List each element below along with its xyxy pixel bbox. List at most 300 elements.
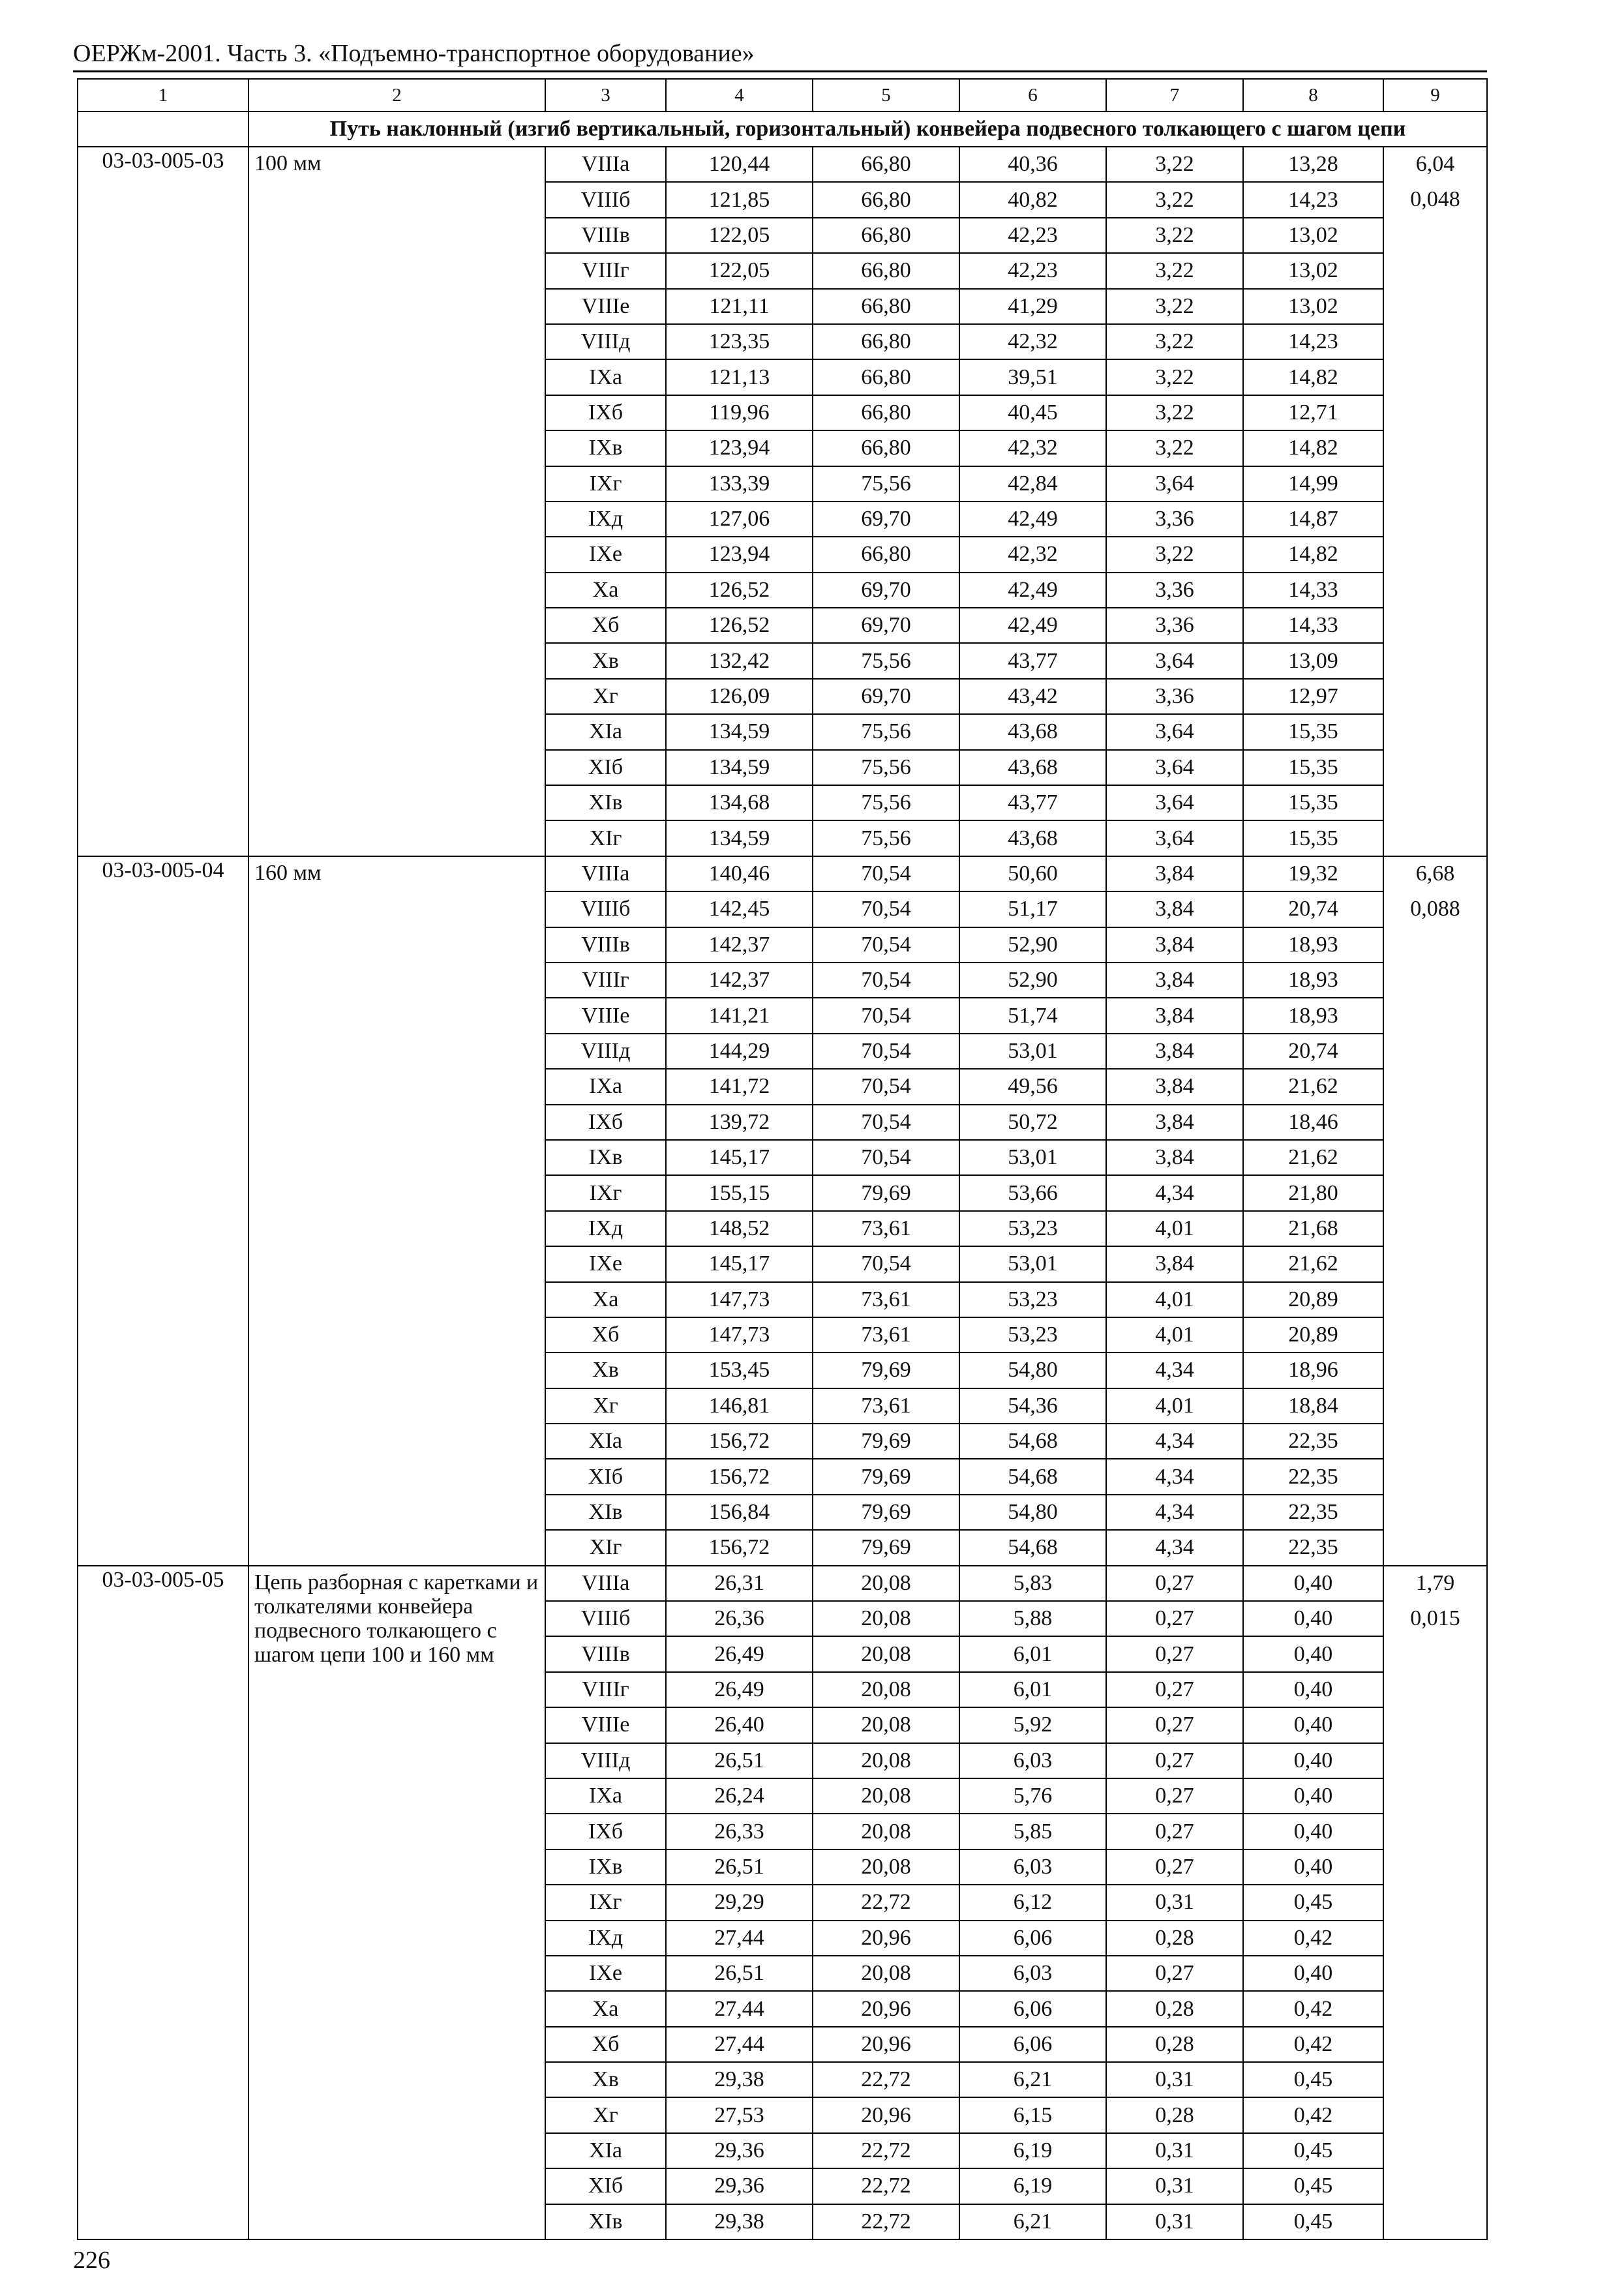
value-cell: 0,31 [1106, 2204, 1243, 2239]
value-cell: 0,45 [1243, 2062, 1383, 2097]
value-cell: 70,54 [813, 1246, 959, 1281]
value-cell: 6,06 [959, 2027, 1106, 2062]
value-cell: 142,37 [666, 927, 813, 963]
value-cell: 121,13 [666, 359, 813, 395]
zone-cell: IXа [545, 1778, 666, 1814]
value-cell: 53,23 [959, 1211, 1106, 1246]
value-cell: 73,61 [813, 1282, 959, 1317]
value-cell: 155,15 [666, 1175, 813, 1210]
value-cell: 3,36 [1106, 501, 1243, 537]
value-cell: 54,36 [959, 1388, 1106, 1424]
value-cell: 53,01 [959, 1140, 1106, 1175]
value-cell: 66,80 [813, 253, 959, 288]
value-cell: 0,31 [1106, 1885, 1243, 1920]
value-cell: 29,29 [666, 1885, 813, 1920]
value-cell: 3,84 [1106, 1105, 1243, 1140]
rate-code: 03-03-005-03 [78, 147, 248, 856]
value-cell: 6,19 [959, 2168, 1106, 2204]
value-cell: 70,54 [813, 1069, 959, 1104]
value-cell: 42,49 [959, 573, 1106, 608]
value-cell: 3,36 [1106, 573, 1243, 608]
value-cell: 20,08 [813, 1814, 959, 1849]
value-cell: 14,82 [1243, 359, 1383, 395]
value-cell: 43,68 [959, 750, 1106, 785]
value-cell: 0,40 [1243, 1743, 1383, 1778]
zone-cell: VIIIб [545, 1601, 666, 1636]
zone-cell: VIIIв [545, 927, 666, 963]
value-cell: 13,02 [1243, 218, 1383, 253]
header-divider [73, 70, 1487, 72]
value-cell: 75,56 [813, 643, 959, 678]
zone-cell: Xв [545, 2062, 666, 2097]
column9-value: 0,048 [1410, 187, 1460, 211]
value-cell: 141,21 [666, 998, 813, 1033]
rate-code: 03-03-005-05 [78, 1566, 248, 2239]
zone-cell: XIа [545, 2133, 666, 2168]
value-cell: 43,77 [959, 785, 1106, 820]
value-cell: 5,76 [959, 1778, 1106, 1814]
value-cell: 22,35 [1243, 1424, 1383, 1459]
value-cell: 15,35 [1243, 750, 1383, 785]
value-cell: 153,45 [666, 1353, 813, 1388]
zone-cell: XIб [545, 750, 666, 785]
value-cell: 0,42 [1243, 2097, 1383, 2132]
value-cell: 66,80 [813, 218, 959, 253]
value-cell: 66,80 [813, 430, 959, 466]
value-cell: 21,80 [1243, 1175, 1383, 1210]
value-cell: 0,40 [1243, 1566, 1383, 1601]
column-number: 1 [78, 79, 248, 112]
value-cell: 18,93 [1243, 998, 1383, 1033]
value-cell: 21,62 [1243, 1246, 1383, 1281]
value-cell: 0,31 [1106, 2168, 1243, 2204]
value-cell: 15,35 [1243, 820, 1383, 856]
zone-cell: IXг [545, 466, 666, 501]
zone-cell: XIб [545, 1459, 666, 1494]
value-cell: 79,69 [813, 1424, 959, 1459]
value-cell: 5,92 [959, 1707, 1106, 1743]
zone-cell: VIIIе [545, 289, 666, 324]
value-cell: 22,72 [813, 2168, 959, 2204]
value-cell: 4,34 [1106, 1353, 1243, 1388]
value-cell: 14,33 [1243, 573, 1383, 608]
value-cell: 3,84 [1106, 963, 1243, 998]
value-cell: 0,27 [1106, 1956, 1243, 1991]
value-cell: 6,03 [959, 1743, 1106, 1778]
value-cell: 0,28 [1106, 1991, 1243, 2026]
value-cell: 3,22 [1106, 253, 1243, 288]
zone-cell: Xа [545, 1282, 666, 1317]
value-cell: 29,36 [666, 2168, 813, 2204]
value-cell: 75,56 [813, 785, 959, 820]
zone-cell: Xб [545, 1317, 666, 1353]
value-cell: 3,64 [1106, 714, 1243, 749]
zone-cell: IXа [545, 1069, 666, 1104]
value-cell: 3,64 [1106, 820, 1243, 856]
table-row [78, 1566, 1487, 1601]
zone-cell: IXг [545, 1885, 666, 1920]
value-cell: 54,68 [959, 1424, 1106, 1459]
value-cell: 13,28 [1243, 147, 1383, 182]
zone-cell: VIIIб [545, 891, 666, 927]
value-cell: 3,36 [1106, 679, 1243, 714]
column9-values [1383, 856, 1487, 1566]
value-cell: 134,59 [666, 714, 813, 749]
zone-cell: IXв [545, 430, 666, 466]
value-cell: 0,40 [1243, 1956, 1383, 1991]
value-cell: 140,46 [666, 856, 813, 891]
zone-cell: VIIIа [545, 147, 666, 182]
value-cell: 156,84 [666, 1495, 813, 1530]
value-cell: 39,51 [959, 359, 1106, 395]
zone-cell: VIIIг [545, 253, 666, 288]
value-cell: 79,69 [813, 1530, 959, 1565]
value-cell: 50,60 [959, 856, 1106, 891]
column9-values [1383, 1566, 1487, 2239]
value-cell: 147,73 [666, 1282, 813, 1317]
value-cell: 156,72 [666, 1459, 813, 1494]
value-cell: 0,40 [1243, 1778, 1383, 1814]
value-cell: 3,22 [1106, 218, 1243, 253]
value-cell: 18,93 [1243, 963, 1383, 998]
value-cell: 0,27 [1106, 1636, 1243, 1671]
value-cell: 20,08 [813, 1778, 959, 1814]
value-cell: 0,31 [1106, 2133, 1243, 2168]
value-cell: 3,36 [1106, 608, 1243, 643]
value-cell: 142,45 [666, 891, 813, 927]
value-cell: 0,28 [1106, 2027, 1243, 2062]
value-cell: 26,51 [666, 1743, 813, 1778]
value-cell: 27,53 [666, 2097, 813, 2132]
value-cell: 133,39 [666, 466, 813, 501]
value-cell: 132,42 [666, 643, 813, 678]
value-cell: 42,32 [959, 537, 1106, 572]
value-cell: 66,80 [813, 182, 959, 217]
value-cell: 52,90 [959, 963, 1106, 998]
value-cell: 53,01 [959, 1034, 1106, 1069]
value-cell: 40,36 [959, 147, 1106, 182]
column9-value: 6,68 [1415, 861, 1455, 886]
value-cell: 3,64 [1106, 466, 1243, 501]
rate-name: 100 мм [248, 147, 545, 856]
value-cell: 15,35 [1243, 785, 1383, 820]
value-cell: 66,80 [813, 324, 959, 359]
column-number-row [78, 79, 1487, 112]
value-cell: 19,32 [1243, 856, 1383, 891]
zone-cell: Xб [545, 608, 666, 643]
value-cell: 20,08 [813, 1849, 959, 1885]
value-cell: 5,85 [959, 1814, 1106, 1849]
value-cell: 20,96 [813, 2027, 959, 2062]
value-cell: 53,23 [959, 1282, 1106, 1317]
zone-cell: VIIIд [545, 1034, 666, 1069]
zone-cell: VIIIг [545, 963, 666, 998]
column-number: 6 [959, 79, 1106, 112]
value-cell: 54,80 [959, 1353, 1106, 1388]
zone-cell: VIIIв [545, 218, 666, 253]
value-cell: 20,96 [813, 1991, 959, 2026]
value-cell: 26,40 [666, 1707, 813, 1743]
value-cell: 52,90 [959, 927, 1106, 963]
value-cell: 3,64 [1106, 785, 1243, 820]
value-cell: 6,21 [959, 2062, 1106, 2097]
value-cell: 66,80 [813, 147, 959, 182]
value-cell: 20,74 [1243, 891, 1383, 927]
value-cell: 40,82 [959, 182, 1106, 217]
value-cell: 41,29 [959, 289, 1106, 324]
value-cell: 79,69 [813, 1459, 959, 1494]
value-cell: 27,44 [666, 1921, 813, 1956]
value-cell: 3,22 [1106, 182, 1243, 217]
column-number: 9 [1383, 79, 1487, 112]
value-cell: 5,88 [959, 1601, 1106, 1636]
zone-cell: Xг [545, 2097, 666, 2132]
value-cell: 14,82 [1243, 537, 1383, 572]
zone-cell: IXд [545, 1921, 666, 1956]
value-cell: 43,77 [959, 643, 1106, 678]
value-cell: 3,64 [1106, 750, 1243, 785]
value-cell: 3,84 [1106, 998, 1243, 1033]
value-cell: 14,23 [1243, 324, 1383, 359]
value-cell: 156,72 [666, 1424, 813, 1459]
value-cell: 69,70 [813, 501, 959, 537]
zone-cell: Xг [545, 1388, 666, 1424]
value-cell: 20,96 [813, 2097, 959, 2132]
value-cell: 3,22 [1106, 324, 1243, 359]
value-cell: 3,84 [1106, 1140, 1243, 1175]
value-cell: 79,69 [813, 1175, 959, 1210]
value-cell: 29,38 [666, 2204, 813, 2239]
value-cell: 0,40 [1243, 1672, 1383, 1707]
column9-value: 0,015 [1410, 1606, 1460, 1630]
value-cell: 4,34 [1106, 1424, 1243, 1459]
value-cell: 69,70 [813, 573, 959, 608]
value-cell: 13,02 [1243, 289, 1383, 324]
value-cell: 40,45 [959, 395, 1106, 430]
value-cell: 127,06 [666, 501, 813, 537]
column-number: 5 [813, 79, 959, 112]
value-cell: 75,56 [813, 750, 959, 785]
value-cell: 66,80 [813, 359, 959, 395]
value-cell: 18,46 [1243, 1105, 1383, 1140]
value-cell: 43,68 [959, 820, 1106, 856]
value-cell: 12,71 [1243, 395, 1383, 430]
value-cell: 75,56 [813, 714, 959, 749]
zone-cell: XIа [545, 1424, 666, 1459]
column-number: 3 [545, 79, 666, 112]
value-cell: 6,01 [959, 1636, 1106, 1671]
value-cell: 20,08 [813, 1636, 959, 1671]
value-cell: 3,84 [1106, 1069, 1243, 1104]
value-cell: 20,08 [813, 1956, 959, 1991]
value-cell: 126,09 [666, 679, 813, 714]
value-cell: 0,27 [1106, 1601, 1243, 1636]
value-cell: 69,70 [813, 608, 959, 643]
value-cell: 20,08 [813, 1601, 959, 1636]
value-cell: 12,97 [1243, 679, 1383, 714]
column9-value: 1,79 [1415, 1570, 1455, 1595]
zone-cell: VIIIе [545, 1707, 666, 1743]
value-cell: 70,54 [813, 998, 959, 1033]
value-cell: 0,27 [1106, 1672, 1243, 1707]
value-cell: 0,45 [1243, 2133, 1383, 2168]
value-cell: 3,84 [1106, 1246, 1243, 1281]
value-cell: 0,42 [1243, 1991, 1383, 2026]
value-cell: 121,11 [666, 289, 813, 324]
column-number: 4 [666, 79, 813, 112]
value-cell: 3,22 [1106, 359, 1243, 395]
zone-cell: IXе [545, 537, 666, 572]
zone-cell: IXб [545, 395, 666, 430]
value-cell: 6,19 [959, 2133, 1106, 2168]
value-cell: 70,54 [813, 1140, 959, 1175]
value-cell: 20,96 [813, 1921, 959, 1956]
value-cell: 120,44 [666, 147, 813, 182]
zone-cell: XIб [545, 2168, 666, 2204]
zone-cell: VIIIе [545, 998, 666, 1033]
rate-name: Цепь разборная с каретками и толкателями конвейера подвесного толкающего с шагом цепи 100 и 160 мм [248, 1566, 545, 2239]
value-cell: 70,54 [813, 891, 959, 927]
value-cell: 6,03 [959, 1849, 1106, 1885]
value-cell: 73,61 [813, 1211, 959, 1246]
section-title-row [78, 112, 1487, 147]
value-cell: 27,44 [666, 2027, 813, 2062]
value-cell: 3,22 [1106, 537, 1243, 572]
value-cell: 14,33 [1243, 608, 1383, 643]
value-cell: 26,24 [666, 1778, 813, 1814]
value-cell: 3,84 [1106, 856, 1243, 891]
value-cell: 13,09 [1243, 643, 1383, 678]
value-cell: 53,66 [959, 1175, 1106, 1210]
value-cell: 145,17 [666, 1140, 813, 1175]
value-cell: 0,40 [1243, 1814, 1383, 1849]
value-cell: 22,72 [813, 2133, 959, 2168]
value-cell: 5,83 [959, 1566, 1106, 1601]
column9-value: 0,088 [1410, 896, 1460, 921]
value-cell: 0,27 [1106, 1814, 1243, 1849]
value-cell: 70,54 [813, 963, 959, 998]
zone-cell: VIIIа [545, 856, 666, 891]
value-cell: 20,89 [1243, 1282, 1383, 1317]
value-cell: 26,31 [666, 1566, 813, 1601]
value-cell: 70,54 [813, 927, 959, 963]
value-cell: 22,35 [1243, 1495, 1383, 1530]
value-cell: 0,45 [1243, 2168, 1383, 2204]
value-cell: 0,31 [1106, 2062, 1243, 2097]
value-cell: 6,06 [959, 1991, 1106, 2026]
zone-cell: IXб [545, 1105, 666, 1140]
value-cell: 6,21 [959, 2204, 1106, 2239]
zone-cell: IXа [545, 359, 666, 395]
value-cell: 21,62 [1243, 1140, 1383, 1175]
value-cell: 13,02 [1243, 253, 1383, 288]
value-cell: 42,49 [959, 501, 1106, 537]
table-row [78, 856, 1487, 891]
value-cell: 69,70 [813, 679, 959, 714]
value-cell: 0,27 [1106, 1778, 1243, 1814]
value-cell: 42,23 [959, 253, 1106, 288]
value-cell: 139,72 [666, 1105, 813, 1140]
value-cell: 4,34 [1106, 1495, 1243, 1530]
zone-cell: XIа [545, 714, 666, 749]
zone-cell: IXд [545, 501, 666, 537]
value-cell: 73,61 [813, 1388, 959, 1424]
value-cell: 66,80 [813, 537, 959, 572]
value-cell: 43,42 [959, 679, 1106, 714]
section-title-spacer [78, 112, 248, 147]
value-cell: 142,37 [666, 963, 813, 998]
zone-cell: VIIIд [545, 324, 666, 359]
value-cell: 122,05 [666, 253, 813, 288]
value-cell: 51,74 [959, 998, 1106, 1033]
rate-code: 03-03-005-04 [78, 856, 248, 1566]
value-cell: 3,22 [1106, 430, 1243, 466]
value-cell: 119,96 [666, 395, 813, 430]
zone-cell: VIIIв [545, 1636, 666, 1671]
zone-cell: IXг [545, 1175, 666, 1210]
value-cell: 79,69 [813, 1495, 959, 1530]
value-cell: 126,52 [666, 573, 813, 608]
value-cell: 51,17 [959, 891, 1106, 927]
value-cell: 26,36 [666, 1601, 813, 1636]
value-cell: 3,22 [1106, 289, 1243, 324]
value-cell: 70,54 [813, 1105, 959, 1140]
value-cell: 145,17 [666, 1246, 813, 1281]
value-cell: 26,49 [666, 1672, 813, 1707]
value-cell: 0,27 [1106, 1849, 1243, 1885]
value-cell: 0,45 [1243, 2204, 1383, 2239]
value-cell: 42,84 [959, 466, 1106, 501]
value-cell: 3,84 [1106, 891, 1243, 927]
zone-cell: Xв [545, 1353, 666, 1388]
value-cell: 66,80 [813, 289, 959, 324]
value-cell: 134,59 [666, 750, 813, 785]
value-cell: 134,59 [666, 820, 813, 856]
zone-cell: XIв [545, 2204, 666, 2239]
rate-name: 160 мм [248, 856, 545, 1566]
value-cell: 0,28 [1106, 2097, 1243, 2132]
value-cell: 146,81 [666, 1388, 813, 1424]
zone-cell: IXб [545, 1814, 666, 1849]
value-cell: 3,22 [1106, 395, 1243, 430]
value-cell: 0,45 [1243, 1885, 1383, 1920]
value-cell: 4,34 [1106, 1530, 1243, 1565]
value-cell: 20,08 [813, 1707, 959, 1743]
value-cell: 18,93 [1243, 927, 1383, 963]
value-cell: 6,01 [959, 1672, 1106, 1707]
zone-cell: XIв [545, 1495, 666, 1530]
value-cell: 22,35 [1243, 1459, 1383, 1494]
value-cell: 22,72 [813, 1885, 959, 1920]
value-cell: 29,36 [666, 2133, 813, 2168]
zone-cell: Xв [545, 643, 666, 678]
zone-cell: IXв [545, 1849, 666, 1885]
value-cell: 20,74 [1243, 1034, 1383, 1069]
value-cell: 6,06 [959, 1921, 1106, 1956]
value-cell: 42,23 [959, 218, 1106, 253]
value-cell: 0,40 [1243, 1849, 1383, 1885]
value-cell: 73,61 [813, 1317, 959, 1353]
value-cell: 66,80 [813, 395, 959, 430]
value-cell: 4,01 [1106, 1388, 1243, 1424]
value-cell: 141,72 [666, 1069, 813, 1104]
value-cell: 0,27 [1106, 1566, 1243, 1601]
zone-cell: Xб [545, 2027, 666, 2062]
value-cell: 123,35 [666, 324, 813, 359]
table-row [78, 147, 1487, 182]
value-cell: 20,08 [813, 1672, 959, 1707]
value-cell: 0,27 [1106, 1743, 1243, 1778]
